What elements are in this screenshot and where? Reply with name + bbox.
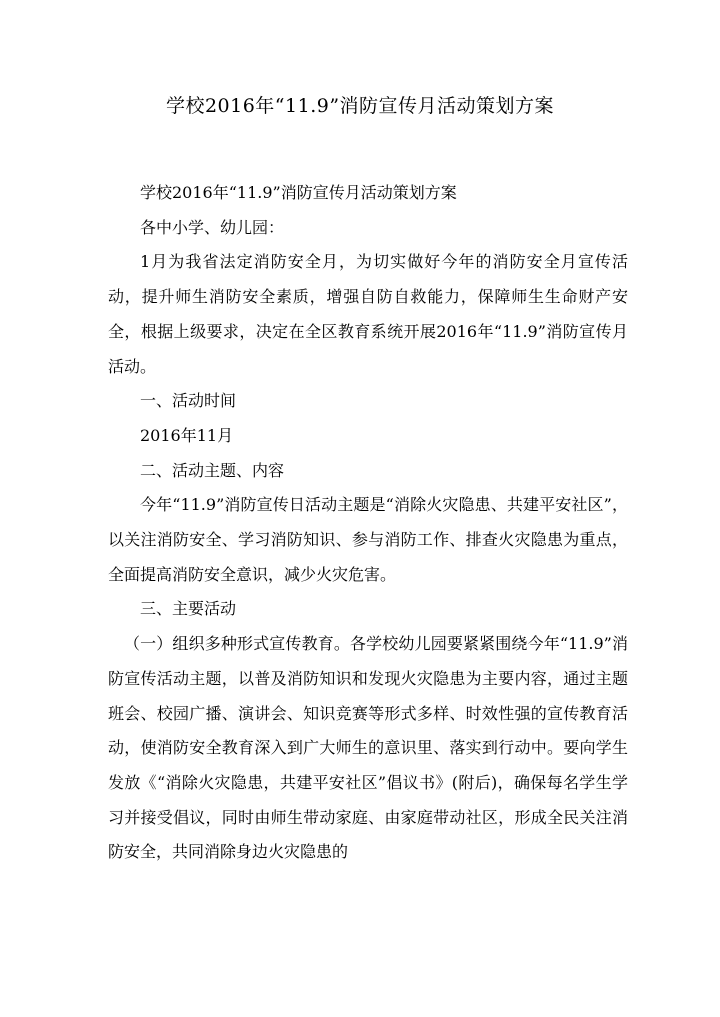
heading-activity-time: 一、活动时间	[140, 391, 237, 411]
paragraph-theme-content: 今年“11.9”消防宣传日活动主题是“消除火灾隐患、共建平安社区”，以关注消防安全、学习消防知识、参与消防工作、排查火灾隐患为重点，全面提高消防安全意识，减少火灾危害。	[108, 495, 628, 584]
document-title: 学校2016年“11.9”消防宣传月活动策划方案	[165, 95, 555, 117]
paragraph-activity-time: 2016年11月	[140, 425, 234, 445]
paragraph-salutation: 各中小学、幼儿园：	[140, 217, 285, 237]
paragraph-subtitle: 学校2016年“11.9”消防宣传月活动策划方案	[140, 183, 457, 202]
paragraph-activity-one: （一）组织多种形式宣传教育。各学校幼儿园要紧紧围绕今年“11.9”消防宣传活动主题，以普及消防知识和发现火灾隐患为主要内容，通过主题班会、校园广播、演讲会、知识竞赛等形式多样、时效性强的宣传教育活动，使消防安全教育深入到广大师生的意识里、落实到行动中。要向学生发放《“消除火灾隐患，共建平安社区”倡议书》(附后)，确保每名学生学习并接受倡议，同时由师生带动家庭、由家庭带动社区，形成全民关注消防安全，共同消除身边火灾隐患的	[108, 634, 628, 862]
document-body	[108, 176, 628, 870]
paragraph-intro: 1月为我省法定消防安全月，为切实做好今年的消防安全月宣传活动，提升师生消防安全素质，增强自防自救能力，保障师生生命财产安全，根据上级要求，决定在全区教育系统开展2016年“11.9”消防宣传月活动。	[108, 252, 628, 376]
heading-theme-content: 二、活动主题、内容	[140, 460, 285, 480]
heading-main-activities: 三、主要活动	[140, 599, 237, 619]
